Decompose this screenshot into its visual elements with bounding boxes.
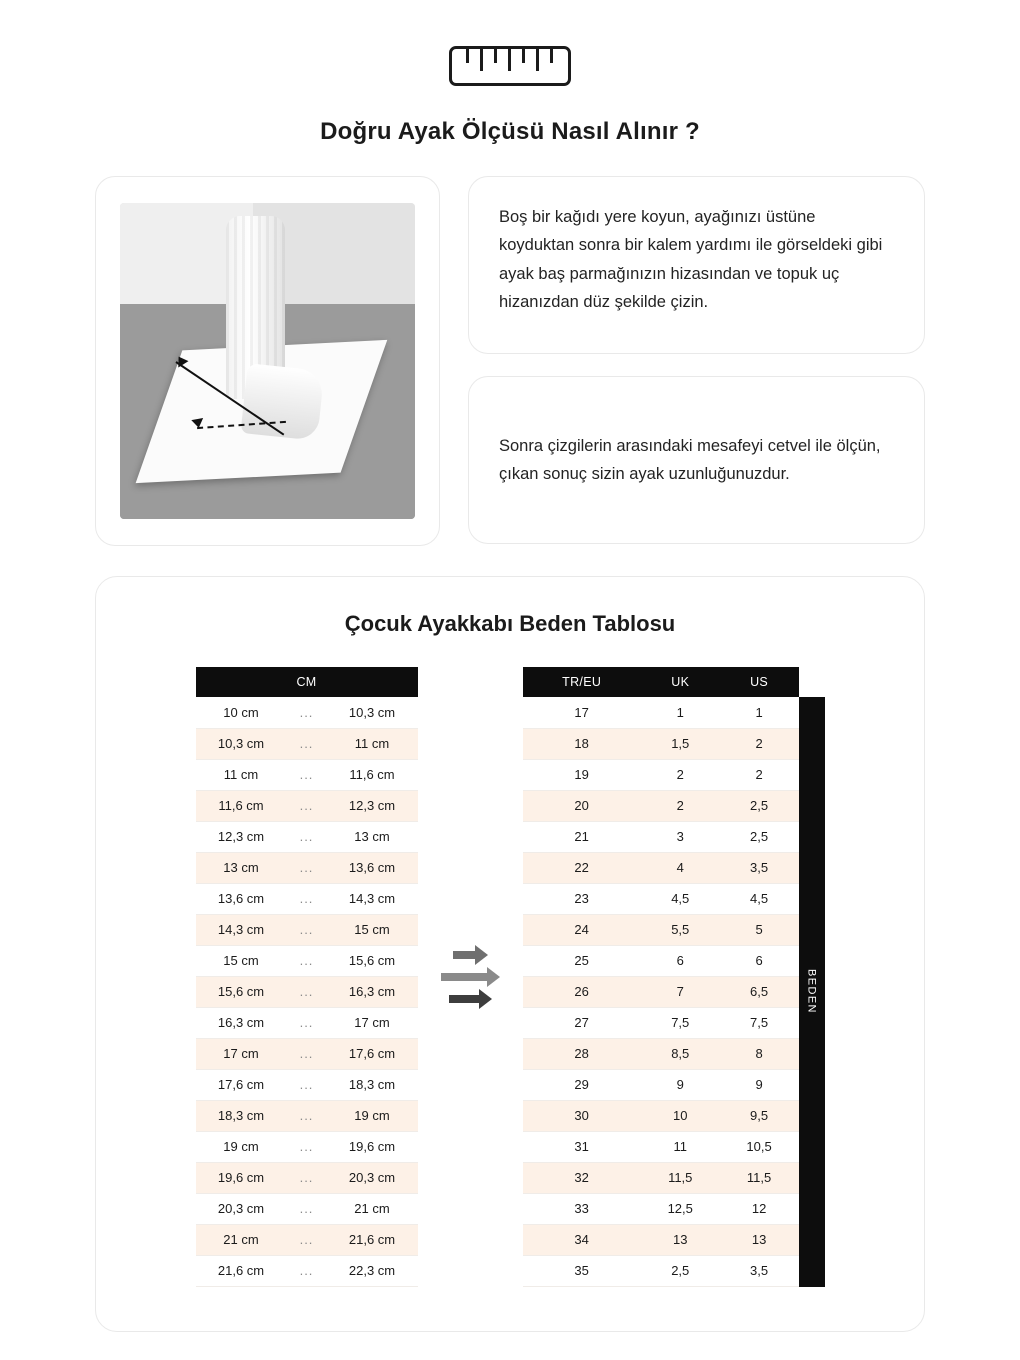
table-row — [196, 1069, 418, 1100]
cm-to-cell: 21,6 cm — [327, 1224, 418, 1255]
beden-side-label — [799, 697, 825, 1287]
size-tr-eu-cell: 18 — [523, 728, 641, 759]
instruction-step-2: Sonra çizgilerin arasındaki mesafeyi cetvel ile ölçün, çıkan sonuç sizin ayak uzunluğunuzdur. — [468, 376, 925, 544]
size-us-cell: 10,5 — [720, 1131, 799, 1162]
cm-to-cell: 21 cm — [327, 1193, 418, 1224]
cm-from-cell: 17 cm — [196, 1038, 287, 1069]
size-chart-card — [95, 576, 925, 1332]
size-tr-eu-cell: 25 — [523, 945, 641, 976]
instruction-text-column — [468, 176, 925, 544]
size-us-cell: 11,5 — [720, 1162, 799, 1193]
size-tr-eu-cell: 34 — [523, 1224, 641, 1255]
arrow-icon-2 — [441, 971, 500, 982]
size-uk-cell: 8,5 — [641, 1038, 720, 1069]
size-table-header-row — [523, 667, 799, 697]
size-tr-eu-cell: 24 — [523, 914, 641, 945]
foot-measurement-photo — [120, 203, 415, 519]
table-row — [196, 790, 418, 821]
table-row — [523, 1038, 799, 1069]
cm-to-cell: 19 cm — [327, 1100, 418, 1131]
table-row — [196, 1131, 418, 1162]
size-table — [523, 667, 799, 1287]
size-uk-cell: 2 — [641, 759, 720, 790]
table-row — [523, 883, 799, 914]
cm-from-cell: 16,3 cm — [196, 1007, 287, 1038]
table-row — [196, 976, 418, 1007]
size-table-body — [523, 697, 799, 1286]
cm-from-cell: 15 cm — [196, 945, 287, 976]
beden-side-label-text: BEDEN — [805, 969, 818, 1015]
cm-dots-cell: ... — [287, 790, 327, 821]
table-row — [523, 728, 799, 759]
size-tr-eu-cell: 31 — [523, 1131, 641, 1162]
size-uk-cell: 1,5 — [641, 728, 720, 759]
size-chart-title: Çocuk Ayakkabı Beden Tablosu — [344, 611, 676, 636]
size-uk-cell: 13 — [641, 1224, 720, 1255]
cm-from-cell: 19,6 cm — [196, 1162, 287, 1193]
table-row — [196, 1193, 418, 1224]
size-us-cell: 12 — [720, 1193, 799, 1224]
table-row — [196, 1100, 418, 1131]
size-tr-eu-cell: 26 — [523, 976, 641, 1007]
size-tr-eu-cell: 28 — [523, 1038, 641, 1069]
table-row — [523, 1255, 799, 1286]
size-tr-eu-cell: 23 — [523, 883, 641, 914]
cm-from-cell: 17,6 cm — [196, 1069, 287, 1100]
size-uk-cell: 7 — [641, 976, 720, 1007]
cm-from-cell: 13,6 cm — [196, 883, 287, 914]
cm-from-cell: 10 cm — [196, 697, 287, 728]
cm-dots-cell: ... — [287, 697, 327, 728]
cm-from-cell: 11,6 cm — [196, 790, 287, 821]
table-row — [523, 976, 799, 1007]
size-us-cell: 7,5 — [720, 1007, 799, 1038]
conversion-arrows — [418, 949, 523, 1004]
size-tr-eu-cell: 27 — [523, 1007, 641, 1038]
cm-dots-cell: ... — [287, 759, 327, 790]
size-uk-cell: 6 — [641, 945, 720, 976]
cm-to-cell: 11,6 cm — [327, 759, 418, 790]
cm-dots-cell: ... — [287, 852, 327, 883]
table-row — [196, 728, 418, 759]
table-row — [196, 759, 418, 790]
table-row — [196, 914, 418, 945]
size-tr-eu-cell: 22 — [523, 852, 641, 883]
header-icon-wrap — [0, 0, 1020, 86]
size-uk-cell: 1 — [641, 697, 720, 728]
size-header-uk: UK — [641, 667, 720, 697]
cm-dots-cell: ... — [287, 883, 327, 914]
cm-dots-cell: ... — [287, 1007, 327, 1038]
cm-to-cell: 20,3 cm — [327, 1162, 418, 1193]
size-us-cell: 9,5 — [720, 1100, 799, 1131]
size-us-cell: 13 — [720, 1224, 799, 1255]
size-tr-eu-cell: 19 — [523, 759, 641, 790]
table-row — [523, 1224, 799, 1255]
cm-from-cell: 12,3 cm — [196, 821, 287, 852]
size-uk-cell: 4 — [641, 852, 720, 883]
cm-to-cell: 13,6 cm — [327, 852, 418, 883]
size-us-cell: 8 — [720, 1038, 799, 1069]
cm-dots-cell: ... — [287, 914, 327, 945]
size-uk-cell: 7,5 — [641, 1007, 720, 1038]
table-row — [196, 1255, 418, 1286]
size-tr-eu-cell: 17 — [523, 697, 641, 728]
table-row — [523, 1162, 799, 1193]
cm-to-cell: 15 cm — [327, 914, 418, 945]
cm-to-cell: 11 cm — [327, 728, 418, 759]
table-row — [523, 852, 799, 883]
cm-from-cell: 15,6 cm — [196, 976, 287, 1007]
table-row — [196, 1224, 418, 1255]
table-row — [523, 945, 799, 976]
cm-to-cell: 10,3 cm — [327, 697, 418, 728]
size-tr-eu-cell: 33 — [523, 1193, 641, 1224]
size-uk-cell: 2,5 — [641, 1255, 720, 1286]
table-row — [523, 790, 799, 821]
size-uk-cell: 12,5 — [641, 1193, 720, 1224]
size-us-cell: 2,5 — [720, 790, 799, 821]
cm-to-cell: 16,3 cm — [327, 976, 418, 1007]
size-us-cell: 5 — [720, 914, 799, 945]
cm-to-cell: 22,3 cm — [327, 1255, 418, 1286]
table-row — [523, 914, 799, 945]
size-us-cell: 6 — [720, 945, 799, 976]
cm-dots-cell: ... — [287, 728, 327, 759]
table-row — [523, 821, 799, 852]
cm-dots-cell: ... — [287, 1038, 327, 1069]
table-row — [523, 697, 799, 728]
size-us-cell: 3,5 — [720, 1255, 799, 1286]
size-tr-eu-cell: 32 — [523, 1162, 641, 1193]
cm-from-cell: 21 cm — [196, 1224, 287, 1255]
size-header-tr-eu: TR/EU — [523, 667, 641, 697]
size-tr-eu-cell: 30 — [523, 1100, 641, 1131]
cm-dots-cell: ... — [287, 945, 327, 976]
size-table-stack — [523, 667, 825, 1287]
table-row — [196, 1162, 418, 1193]
table-row — [523, 1069, 799, 1100]
size-us-cell: 2 — [720, 728, 799, 759]
cm-table — [196, 667, 418, 1287]
cm-from-cell: 18,3 cm — [196, 1100, 287, 1131]
size-us-cell: 9 — [720, 1069, 799, 1100]
cm-from-cell: 14,3 cm — [196, 914, 287, 945]
table-row — [523, 1007, 799, 1038]
size-uk-cell: 11,5 — [641, 1162, 720, 1193]
cm-to-cell: 17,6 cm — [327, 1038, 418, 1069]
table-row — [523, 1100, 799, 1131]
cm-to-cell: 18,3 cm — [327, 1069, 418, 1100]
size-tr-eu-cell: 21 — [523, 821, 641, 852]
page-title: Doğru Ayak Ölçüsü Nasıl Alınır ? — [320, 118, 700, 145]
cm-from-cell: 21,6 cm — [196, 1255, 287, 1286]
cm-dots-cell: ... — [287, 821, 327, 852]
table-row — [523, 1193, 799, 1224]
size-header-us: US — [720, 667, 799, 697]
cm-dots-cell: ... — [287, 1100, 327, 1131]
ruler-icon — [449, 46, 571, 86]
size-uk-cell: 9 — [641, 1069, 720, 1100]
size-us-cell: 6,5 — [720, 976, 799, 1007]
table-row — [196, 852, 418, 883]
size-uk-cell: 11 — [641, 1131, 720, 1162]
size-tr-eu-cell: 20 — [523, 790, 641, 821]
size-us-cell: 2,5 — [720, 821, 799, 852]
size-us-cell: 2 — [720, 759, 799, 790]
table-row — [196, 1038, 418, 1069]
cm-dots-cell: ... — [287, 1162, 327, 1193]
size-tr-eu-cell: 29 — [523, 1069, 641, 1100]
cm-to-cell: 14,3 cm — [327, 883, 418, 914]
size-tr-eu-cell: 35 — [523, 1255, 641, 1286]
cm-from-cell: 10,3 cm — [196, 728, 287, 759]
size-tables-wrap — [96, 667, 924, 1287]
cm-dots-cell: ... — [287, 1069, 327, 1100]
size-us-cell: 1 — [720, 697, 799, 728]
size-uk-cell: 10 — [641, 1100, 720, 1131]
size-uk-cell: 4,5 — [641, 883, 720, 914]
cm-from-cell: 19 cm — [196, 1131, 287, 1162]
cm-from-cell: 20,3 cm — [196, 1193, 287, 1224]
instruction-step-1: Boş bir kağıdı yere koyun, ayağınızı üstüne koyduktan sonra bir kalem yardımı ile görseldeki gibi ayak baş parmağınızın hizasından ve topuk uç hizanızdan düz şekilde çizin. — [468, 176, 925, 354]
table-row — [196, 883, 418, 914]
photo-foot — [240, 363, 324, 440]
cm-to-cell: 15,6 cm — [327, 945, 418, 976]
cm-dots-cell: ... — [287, 1131, 327, 1162]
instructions-section — [0, 146, 1020, 546]
table-row — [523, 759, 799, 790]
cm-to-cell: 19,6 cm — [327, 1131, 418, 1162]
measurement-photo-card — [95, 176, 440, 546]
size-us-cell: 4,5 — [720, 883, 799, 914]
arrow-icon-1 — [453, 949, 488, 960]
size-uk-cell: 3 — [641, 821, 720, 852]
cm-table-header: CM — [196, 667, 418, 697]
cm-table-body — [196, 697, 418, 1286]
cm-from-cell: 11 cm — [196, 759, 287, 790]
cm-dots-cell: ... — [287, 976, 327, 1007]
table-row — [196, 697, 418, 728]
size-uk-cell: 2 — [641, 790, 720, 821]
size-us-cell: 3,5 — [720, 852, 799, 883]
cm-dots-cell: ... — [287, 1193, 327, 1224]
cm-to-cell: 13 cm — [327, 821, 418, 852]
table-row — [196, 945, 418, 976]
arrow-icon-3 — [449, 993, 492, 1004]
table-row — [523, 1131, 799, 1162]
cm-dots-cell: ... — [287, 1224, 327, 1255]
cm-to-cell: 12,3 cm — [327, 790, 418, 821]
cm-to-cell: 17 cm — [327, 1007, 418, 1038]
table-row — [196, 1007, 418, 1038]
size-uk-cell: 5,5 — [641, 914, 720, 945]
cm-dots-cell: ... — [287, 1255, 327, 1286]
cm-from-cell: 13 cm — [196, 852, 287, 883]
table-row — [196, 821, 418, 852]
